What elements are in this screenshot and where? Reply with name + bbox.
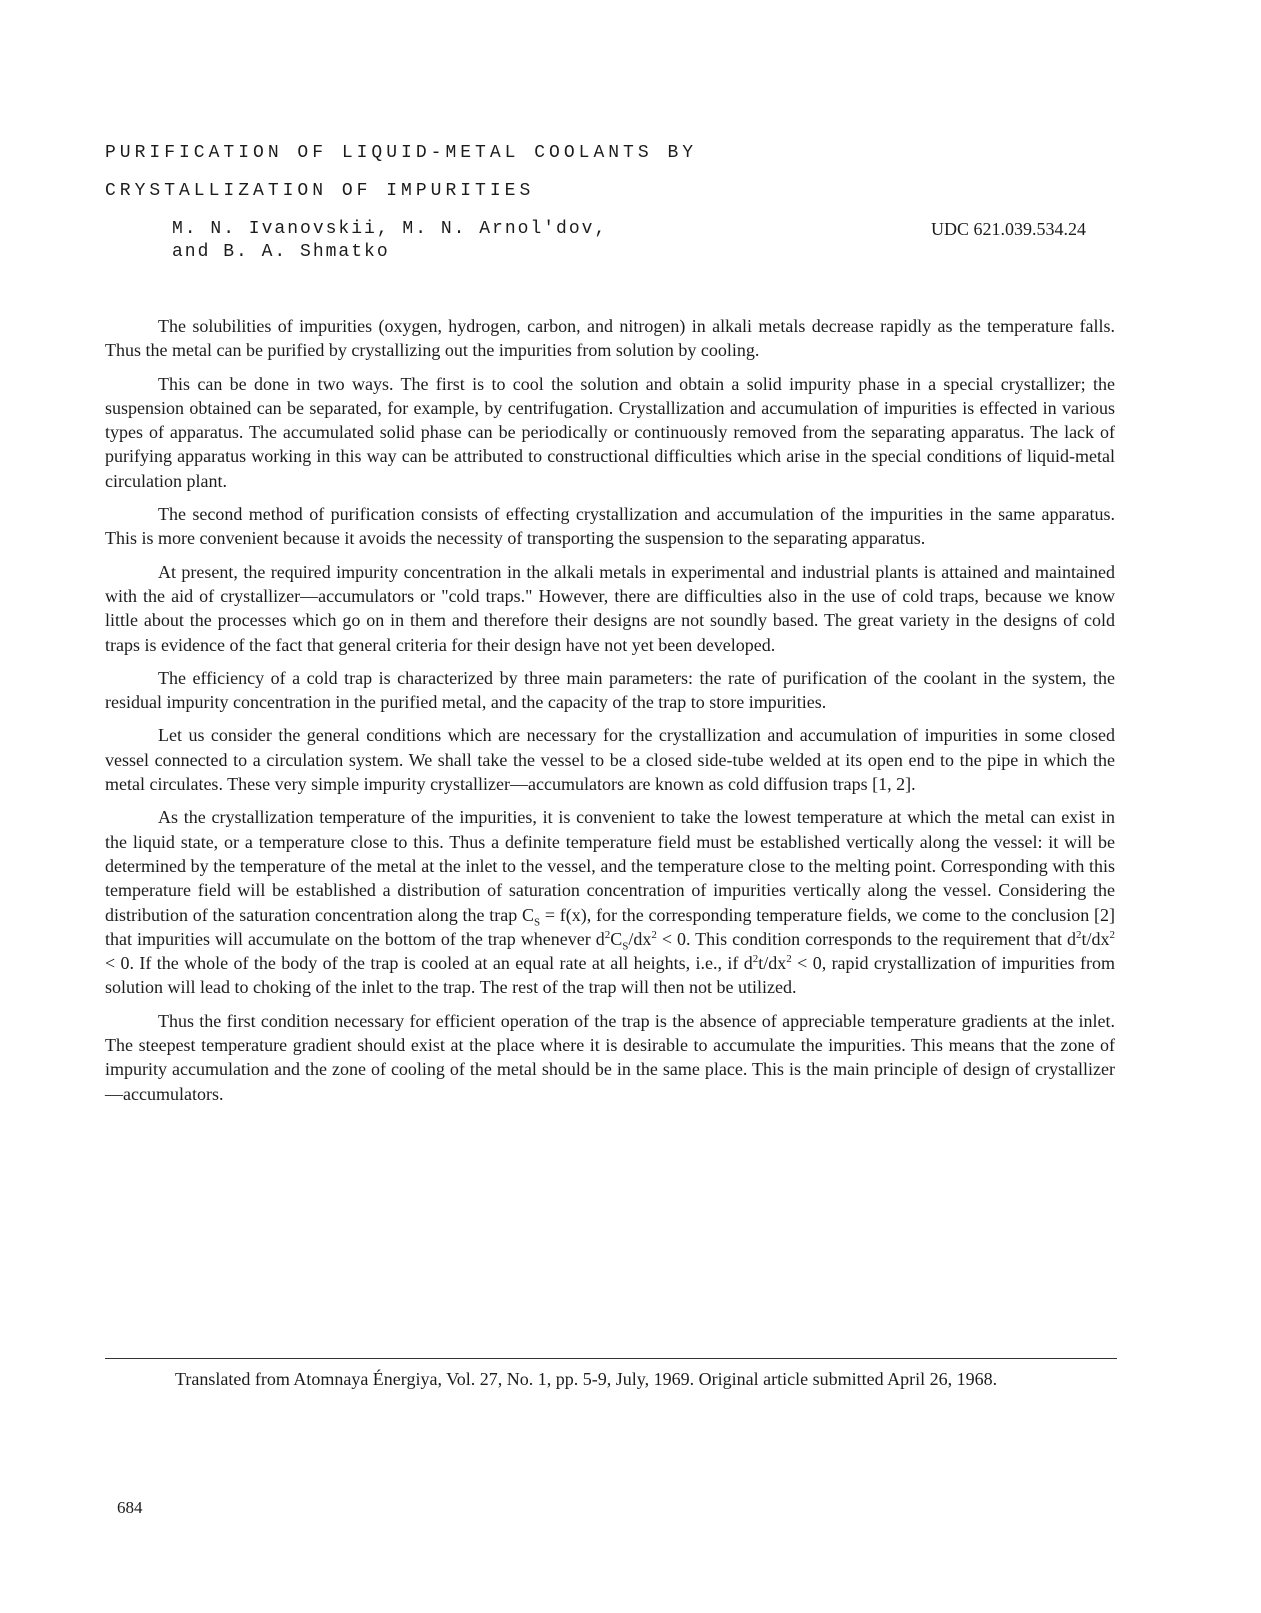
author-list: [172, 218, 607, 264]
paragraph-8: Thus the first condition necessary for efficient operation of the trap is the absence of appreciable temperature gradients at the inlet. The steepest temperature gradient should exist at the place where it is desirable to accumulate the impurities. This means that the zone of impurity accumulation and the zone of cooling of the metal should be in the same place. This is the main principle of design of crystallizer—accumulators.: [105, 1010, 1115, 1104]
authors-line-1: M. N. Ivanovskii, M. N. Arnol'dov,: [172, 219, 608, 239]
paragraph-5: The efficiency of a cold trap is characterized by three main parameters: the rate of purification of the coolant in the system, the residual impurity concentration in the purified metal, and the capacity of the trap to store impurities.: [105, 667, 1115, 713]
text-run: t/dx: [1081, 928, 1110, 949]
text-run: C: [610, 928, 623, 949]
article-title: [105, 134, 697, 210]
udc-code: UDC 621.039.534.24: [930, 219, 1086, 239]
superscript: 2: [752, 953, 759, 966]
superscript: 2: [604, 928, 611, 941]
article-body: [105, 314, 1115, 1115]
paragraph-2: This can be done in two ways. The first is to cool the solution and obtain a solid impurity phase in a special crystallizer; the suspension obtained can be separated, for example, by centrifugation. Crystallization and accumulation of impurities is effected in various types of apparatus. The accumulated solid phase can be periodically or continuously removed from the separating apparatus. The lack of purifying apparatus working in this way can be attributed to constructional difficulties which arise in the special conditions of liquid-metal circulation plant.: [105, 373, 1115, 491]
text-run: t/dx: [758, 953, 787, 974]
subscript: S: [622, 940, 629, 953]
paragraph-6: Let us consider the general conditions which are necessary for the crystallization and accumulation of impurities in some closed vessel connected to a circulation system. We shall take the vessel to be a closed side-tube welded at its open end to the pipe in which the metal circulates. These very simple impurity crystallizer—accumulators are known as cold diffusion traps [1, 2].: [105, 725, 1115, 795]
text-run: /dx: [628, 928, 652, 949]
authors-line-2: and B. A. Shmatko: [172, 242, 390, 262]
superscript: 2: [786, 953, 792, 966]
paragraph-7: [105, 805, 1115, 999]
title-line-1: PURIFICATION OF LIQUID-METAL COOLANTS BY: [105, 143, 698, 163]
paragraph-1: The solubilities of impurities (oxygen, hydrogen, carbon, and nitrogen) in alkali metals decrease rapidly as the temperature falls. Thus the metal can be purified by crystallizing out the impurities from solution by cooling.: [105, 316, 1115, 361]
text-run: < 0. If the whole of the body of the trap is cooled at an equal rate at all heights, i.e., if d: [105, 953, 753, 974]
text-run: = f(x), for the corresponding temperature fields, we come to the conclusion [2] that impurities will accumulate on the bottom of the trap whenever d: [105, 904, 1115, 949]
footnote-text: Translated from Atomnaya Énergiya, Vol. 27, No. 1, pp. 5-9, July, 1969. Original article submitted April 26, 1968.: [175, 1369, 998, 1389]
footnote-divider: [105, 1358, 1117, 1359]
translation-footnote: [105, 1368, 1105, 1390]
superscript: 2: [1109, 928, 1115, 941]
superscript: 2: [651, 928, 657, 941]
paragraph-3: The second method of purification consists of effecting crystallization and accumulation of the impurities in the same apparatus. This is more convenient because it avoids the necessity of transporting the suspension to the separating apparatus.: [105, 504, 1115, 549]
title-line-2: CRYSTALLIZATION OF IMPURITIES: [105, 181, 535, 201]
text-run: < 0, rapid crystallization of impurities from solution will lead to choking of the inlet to the trap. The rest of the trap will then not be utilized.: [105, 953, 1115, 998]
text-run: As the crystallization temperature of the impurities, it is convenient to take the lowest temperature at which the metal can exist in the liquid state, or a temperature close to this. Thus a definite temperature field must be established vertically along the vessel: it will be determined by the temperature of the metal at the inlet to the vessel, and the temperature close to the melting point. Corresponding with this temperature field will be established a distribution of saturation concentration of impurities vertically along the vessel. Considering the distribution of the saturation concentration along the trap C: [105, 807, 1115, 925]
page-number: 684: [117, 1498, 143, 1517]
text-run: < 0. This condition corresponds to the requirement that d: [656, 928, 1076, 949]
paragraph-4: At present, the required impurity concentration in the alkali metals in experimental and industrial plants is attained and maintained with the aid of crystallizer—accumulators or "cold traps." However, there are difficulties also in the use of cold traps, because we know little about the processes which go on in them and therefore their designs are not soundly based. The great variety in the designs of cold traps is evidence of the fact that general criteria for their design have not yet been developed.: [105, 561, 1115, 655]
subscript: S: [534, 916, 541, 929]
superscript: 2: [1075, 928, 1082, 941]
